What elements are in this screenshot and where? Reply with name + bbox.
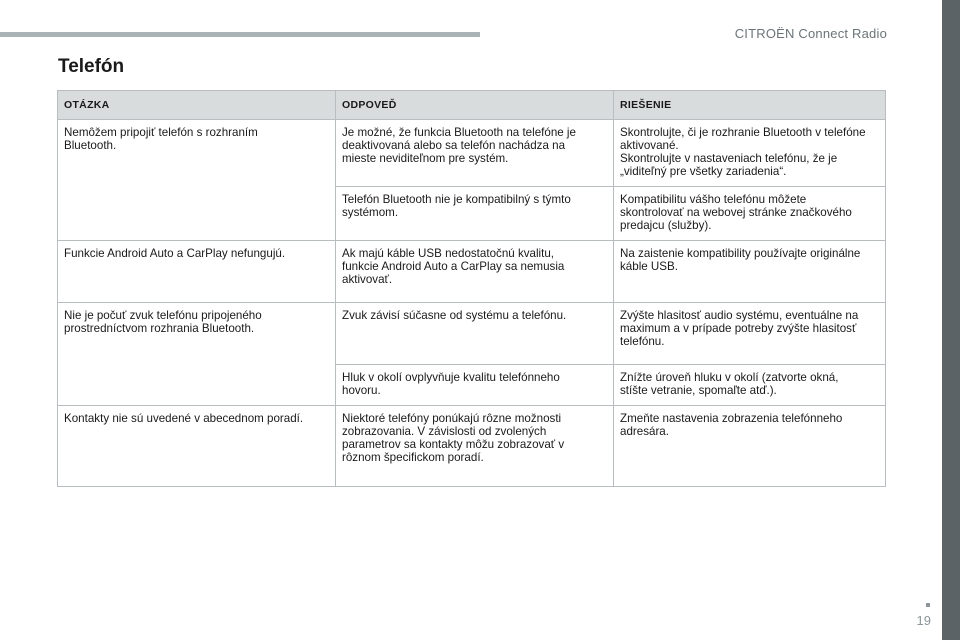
- answer-text: Zvuk závisí súčasne od systému a telefónu.: [342, 309, 567, 322]
- column-header-solution: RIEŠENIE: [614, 91, 886, 120]
- solution-text: Kompatibilitu vášho telefónu môžete skontrolovať na webovej stránke značkového predajcu (služby).: [620, 193, 852, 232]
- answer-text: Niektoré telefóny ponúkajú rôzne možnosti zobrazovania. V závislosti od zvolených parametrov sa kontakty môžu zobrazovať v rôznom špecifickom poradí.: [342, 412, 565, 464]
- question-cell: [58, 406, 336, 487]
- answer-text: Telefón Bluetooth nie je kompatibilný s týmto systémom.: [342, 193, 571, 219]
- solution-text: Skontrolujte, či je rozhranie Bluetooth v telefóne aktivované. Skontrolujte v nastaveniach telefónu, že je „viditeľný pre všetky zariadenia“.: [620, 126, 866, 178]
- page-title: Telefón: [58, 56, 125, 77]
- question-text: Funkcie Android Auto a CarPlay nefungujú.: [64, 247, 286, 260]
- answer-cell: [336, 365, 614, 406]
- table-row: [58, 120, 886, 187]
- page-marker: [926, 603, 930, 607]
- header-rule: [0, 32, 480, 37]
- answer-cell: [336, 406, 614, 487]
- table-header-row: [58, 91, 886, 120]
- solution-cell: [614, 120, 886, 187]
- table-row: [58, 406, 886, 487]
- side-strip: [942, 0, 960, 640]
- answer-text: Je možné, že funkcia Bluetooth na telefóne je deaktivovaná alebo sa telefón nachádza na mieste neviditeľnom pre systém.: [342, 126, 576, 165]
- answer-text: Ak majú káble USB nedostatočnú kvalitu, funkcie Android Auto a CarPlay sa nemusia aktivovať.: [342, 247, 565, 286]
- page-number: 19: [916, 613, 931, 628]
- answer-text: Hluk v okolí ovplyvňuje kvalitu telefónneho hovoru.: [342, 371, 560, 397]
- question-cell: [58, 120, 336, 241]
- answer-cell: [336, 120, 614, 187]
- solution-cell: [614, 241, 886, 303]
- table-row: [58, 303, 886, 365]
- question-text: Nemôžem pripojiť telefón s rozhraním Bluetooth.: [64, 126, 258, 152]
- solution-cell: [614, 406, 886, 487]
- solution-cell: [614, 303, 886, 365]
- column-header-question: OTÁZKA: [58, 91, 336, 120]
- solution-cell: [614, 187, 886, 241]
- solution-text: Znížte úroveň hluku v okolí (zatvorte okná, stíšte vetranie, spomaľte atď.).: [620, 371, 839, 397]
- question-text: Kontakty nie sú uvedené v abecednom poradí.: [64, 412, 304, 425]
- header-brand: CITROËN Connect Radio: [734, 26, 887, 41]
- table-row: [58, 241, 886, 303]
- solution-text: Na zaistenie kompatibility používajte originálne káble USB.: [620, 247, 861, 273]
- answer-cell: [336, 303, 614, 365]
- faq-table: [57, 90, 886, 487]
- answer-cell: [336, 241, 614, 303]
- question-cell: [58, 241, 336, 303]
- question-text: Nie je počuť zvuk telefónu pripojeného prostredníctvom rozhrania Bluetooth.: [64, 309, 262, 335]
- question-cell: [58, 303, 336, 406]
- column-header-answer: ODPOVEĎ: [336, 91, 614, 120]
- solution-text: Zvýšte hlasitosť audio systému, eventuálne na maximum a v prípade potreby zvýšte hlasitosť telefónu.: [620, 309, 859, 348]
- solution-text: Zmeňte nastavenia zobrazenia telefónneho adresára.: [620, 412, 843, 438]
- answer-cell: [336, 187, 614, 241]
- solution-cell: [614, 365, 886, 406]
